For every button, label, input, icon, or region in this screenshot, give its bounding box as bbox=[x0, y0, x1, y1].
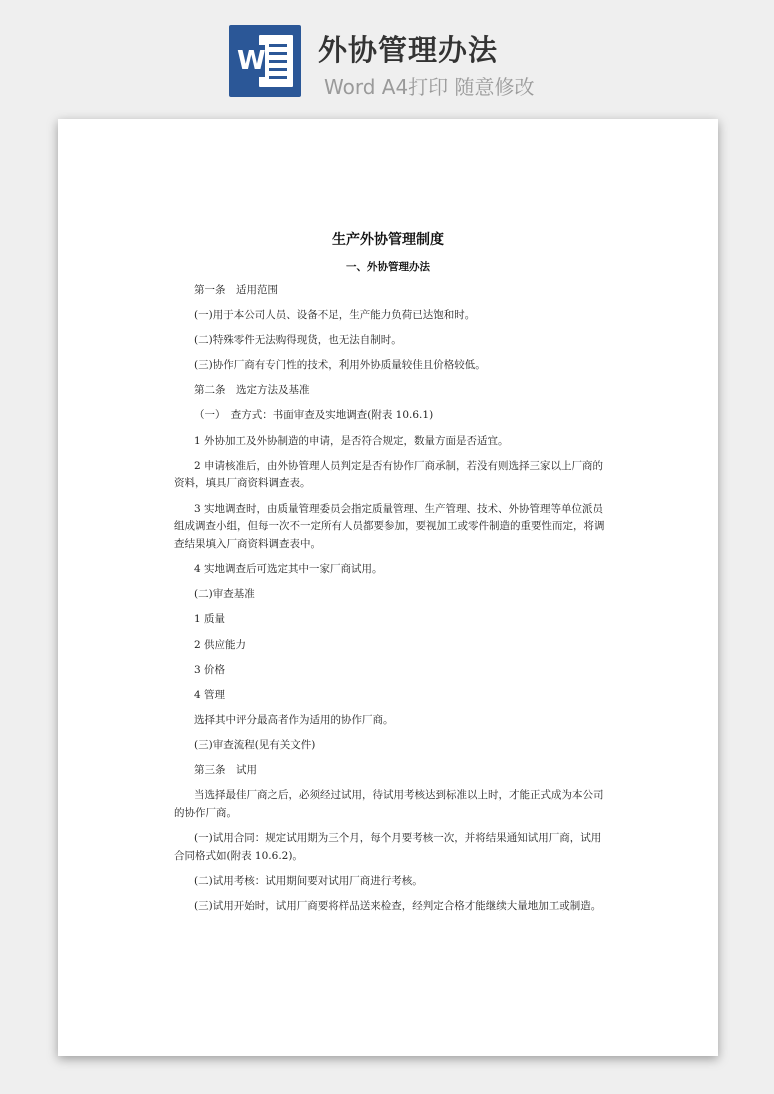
paragraph: 3 价格 bbox=[194, 663, 226, 676]
paragraph: 1 质量 bbox=[194, 613, 226, 626]
paragraph: 当选择最佳厂商之后，必须经过试用，待试用考核达到标准以上时，才能正式成为本公司的协作厂商。 bbox=[174, 789, 604, 819]
paragraph: 第三条 试用 bbox=[194, 763, 257, 776]
document-body bbox=[174, 282, 606, 923]
paragraph: 1 外协加工及外协制造的申请，是否符合规定，数量方面是否适宜。 bbox=[194, 434, 509, 447]
paragraph: (三)审查流程(见有关文件) bbox=[194, 738, 316, 751]
word-icon bbox=[229, 25, 301, 97]
paragraph: (二)审查基准 bbox=[194, 588, 255, 601]
banner-subtitle: Word A4打印 随意修改 bbox=[324, 75, 535, 99]
paragraph: (三)试用开始时，试用厂商要将样品送来检查，经判定合格才能继续大量地加工或制造。 bbox=[194, 899, 602, 912]
paragraph: 4 实地调查后可选定其中一家厂商试用。 bbox=[194, 563, 383, 576]
banner-title: 外协管理办法 bbox=[318, 33, 499, 67]
paragraph: （一） 查方式：书面审查及实地调查(附表 10.6.1) bbox=[194, 409, 434, 422]
paragraph: 4 管理 bbox=[194, 688, 226, 701]
document-page bbox=[58, 119, 718, 1056]
paragraph: 第二条 选定方法及基准 bbox=[194, 384, 310, 397]
document-title: 生产外协管理制度 bbox=[332, 232, 444, 248]
paragraph: (一)用于本公司人员、设备不足，生产能力负荷已达饱和时。 bbox=[194, 309, 476, 322]
paragraph: 选择其中评分最高者作为适用的协作厂商。 bbox=[194, 713, 394, 726]
paragraph: 第一条 适用范围 bbox=[194, 284, 278, 296]
paragraph: 2 申请核准后，由外协管理人员判定是否有协作厂商承制，若没有则选择三家以上厂商的资料，填具厂商资料调查表。 bbox=[174, 459, 604, 490]
paragraph: (二)试用考核：试用期间要对试用厂商进行考核。 bbox=[194, 874, 423, 887]
banner bbox=[0, 0, 774, 110]
paragraph: 2 供应能力 bbox=[194, 638, 247, 651]
document-subtitle: 一、外协管理办法 bbox=[346, 261, 430, 273]
paragraph: 3 实地调查时，由质量管理委员会指定质量管理、生产管理、技术、外协管理等单位派员组成调查小组，但每一次不一定所有人员都要参加，要视加工或零件制造的重要性而定，将调查结果填入厂商资料调查表中。 bbox=[174, 502, 605, 551]
paragraph: (一)试用合同：规定试用期为三个月，每个月要考核一次，并将结果通知试用厂商，试用合同格式如(附表 10.6.2)。 bbox=[174, 831, 602, 862]
word-icon-letter: W bbox=[237, 46, 266, 76]
paragraph: (二)特殊零件无法购得现货，也无法自制时。 bbox=[194, 334, 402, 347]
paragraph: (三)协作厂商有专门性的技术，利用外协质量较佳且价格较低。 bbox=[194, 359, 486, 372]
